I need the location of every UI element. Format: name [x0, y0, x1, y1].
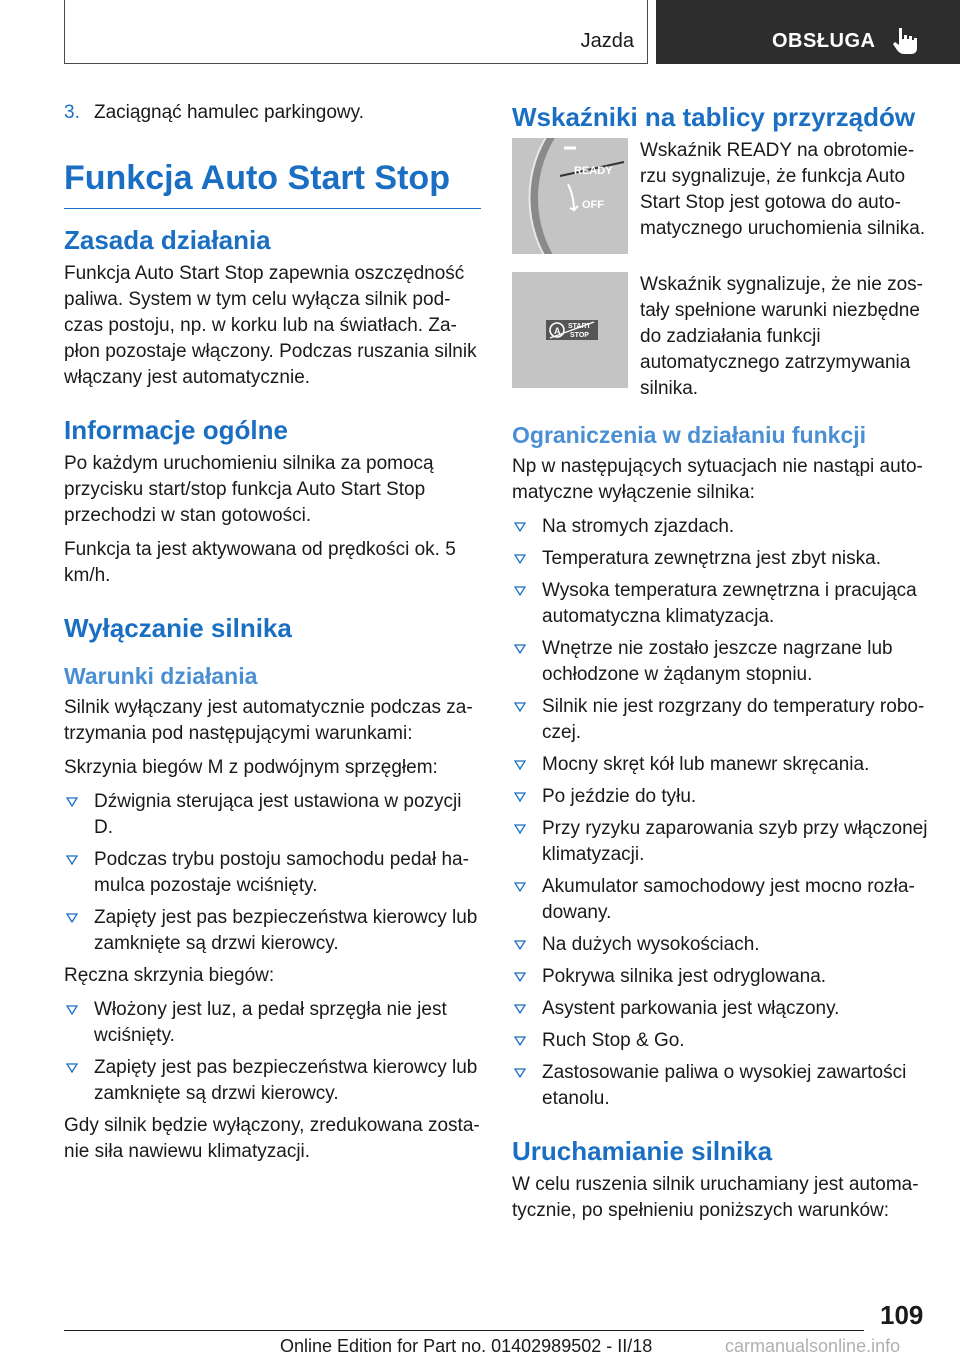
- start-stop-indicator-text: Wskaźnik sygnalizuje, że nie zostały spełnione warunki niezbędne do zadziałania funkcji automatycznego zatrzymywania silnika.: [640, 274, 923, 399]
- list-item-text: Zapięty jest pas bezpieczeństwa kierowcy lub zamknięte są drzwi kierowcy.: [94, 907, 478, 954]
- list-item-text: Temperatura zewnętrzna jest zbyt niska.: [542, 548, 881, 569]
- indicator-ready-row: [512, 138, 928, 254]
- page-number: 109: [880, 1300, 924, 1330]
- heading-warunki: Warunki działania: [64, 663, 258, 689]
- paragraph-ograniczenia: Np w następujących sytuacjach nie nastąpi automatyczne wyłączenie silnika:: [512, 456, 923, 503]
- header-tab-label: OBSŁUGA: [772, 30, 876, 52]
- step-item: [64, 100, 481, 126]
- paragraph-skrzynia-m: Skrzynia biegów M z podwójnym sprzęgłem:: [64, 757, 438, 778]
- list-item: [512, 784, 928, 810]
- list-item-text: Podczas trybu postoju samochodu pedał hamulca pozostaje wciśnięty.: [94, 849, 469, 896]
- header-frame: [64, 0, 648, 64]
- paragraph-info-1: Po każdym uruchomieniu silnika za pomocą przycisku start/stop funkcja Auto Start Stop przechodzi w stan gotowości.: [64, 453, 434, 526]
- triangle-bullet-icon: [66, 1005, 78, 1015]
- triangle-bullet-icon: [514, 522, 526, 532]
- list-item: [512, 996, 928, 1022]
- list-skrzynia-m: [64, 789, 481, 957]
- paragraph-info-2: Funkcja ta jest aktywowana od prędkości ok. 5 km/h.: [64, 539, 456, 586]
- left-column: [64, 100, 481, 1173]
- list-item-text: Przy ryzyku zaparowania szyb przy włączonej klimatyzacji.: [542, 818, 928, 865]
- ready-indicator-image: [512, 138, 628, 254]
- triangle-bullet-icon: [66, 913, 78, 923]
- triangle-bullet-icon: [514, 972, 526, 982]
- triangle-bullet-icon: [514, 792, 526, 802]
- triangle-bullet-icon: [514, 882, 526, 892]
- off-label: OFF: [582, 199, 604, 211]
- triangle-bullet-icon: [514, 644, 526, 654]
- list-item-text: Asystent parkowania jest włączony.: [542, 998, 840, 1019]
- svg-text:A: A: [554, 326, 561, 336]
- triangle-bullet-icon: [514, 940, 526, 950]
- stop-label: STOP: [570, 332, 589, 339]
- tachometer-icon: [512, 138, 628, 254]
- list-item: [512, 514, 928, 540]
- triangle-bullet-icon: [514, 1068, 526, 1078]
- paragraph-gdy: Gdy silnik będzie wyłączony, zredukowana zostanie siła nawiewu klimatyzacji.: [64, 1115, 480, 1162]
- step-text: Zaciągnąć hamulec parkingowy.: [94, 102, 365, 123]
- list-item: [512, 1028, 928, 1054]
- list-item: [512, 694, 928, 746]
- right-column: [512, 100, 928, 1232]
- list-item: [512, 964, 928, 990]
- footer-watermark: carmanualsonline.info: [725, 1336, 901, 1356]
- indicator-start-stop-row: [512, 272, 928, 402]
- page-title: Funkcja Auto Start Stop: [64, 156, 481, 209]
- list-item: [512, 1060, 928, 1112]
- footer-edition: Online Edition for Part no. 01402989502 - II/18: [280, 1336, 653, 1356]
- start-stop-indicator-image: [512, 272, 628, 388]
- triangle-bullet-icon: [514, 586, 526, 596]
- paragraph-reczna: Ręczna skrzynia biegów:: [64, 965, 275, 986]
- triangle-bullet-icon: [514, 1004, 526, 1014]
- triangle-bullet-icon: [66, 797, 78, 807]
- auto-start-stop-icon: [512, 272, 628, 388]
- heading-zasada: Zasada działania: [64, 225, 271, 255]
- ready-indicator-text: Wskaźnik READY na obrotomierzu sygnalizuje, że funkcja Auto Start Stop jest gotowa do automatycznego uruchomienia silnika.: [640, 140, 926, 239]
- list-item: [64, 997, 481, 1049]
- pointing-hand-icon: [890, 26, 920, 56]
- list-item: [64, 905, 481, 957]
- triangle-bullet-icon: [514, 824, 526, 834]
- triangle-bullet-icon: [514, 702, 526, 712]
- list-item-text: Na stromych zjazdach.: [542, 516, 735, 537]
- list-item-text: Po jeździe do tyłu.: [542, 786, 697, 807]
- list-item-text: Zapięty jest pas bezpieczeństwa kierowcy lub zamknięte są drzwi kierowcy.: [94, 1057, 478, 1104]
- list-item: [512, 932, 928, 958]
- list-item-text: Na dużych wysokościach.: [542, 934, 760, 955]
- list-reczna: [64, 997, 481, 1107]
- list-item: [64, 1055, 481, 1107]
- list-item-text: Mocny skręt kół lub manewr skręcania.: [542, 754, 870, 775]
- list-item-text: Dźwignia sterująca jest ustawiona w pozycji D.: [94, 791, 462, 838]
- heading-ograniczenia: Ograniczenia w działaniu funkcji: [512, 422, 867, 448]
- start-label: START: [568, 323, 591, 330]
- list-item: [512, 816, 928, 868]
- paragraph-uruchamianie: W celu ruszenia silnik uruchamiany jest automatycznie, po spełnieniu poniższych warunków:: [512, 1174, 919, 1221]
- list-item: [64, 847, 481, 899]
- list-item: [512, 874, 928, 926]
- header-section-label: Jazda: [580, 30, 634, 52]
- triangle-bullet-icon: [514, 554, 526, 564]
- list-item: [64, 789, 481, 841]
- footer-divider: [64, 1330, 864, 1331]
- list-item-text: Włożony jest luz, a pedał sprzęgła nie jest wciśnięty.: [94, 999, 447, 1046]
- list-item-text: Wnętrze nie zostało jeszcze nagrzane lub ochłodzone w żądanym stopniu.: [542, 638, 893, 685]
- list-item-text: Zastosowanie paliwa o wysokiej zawartości etanolu.: [542, 1062, 907, 1109]
- heading-informacje: Informacje ogólne: [64, 415, 288, 445]
- list-item: [512, 636, 928, 688]
- heading-wylaczanie: Wyłączanie silnika: [64, 613, 292, 643]
- heading-wskazniki: Wskaźniki na tablicy przyrządów: [512, 102, 916, 132]
- list-item-text: Ruch Stop & Go.: [542, 1030, 685, 1051]
- list-item: [512, 578, 928, 630]
- list-item-text: Wysoka temperatura zewnętrzna i pracująca automatyczna klimatyzacja.: [542, 580, 917, 627]
- triangle-bullet-icon: [514, 1036, 526, 1046]
- triangle-bullet-icon: [66, 855, 78, 865]
- heading-uruchamianie: Uruchamianie silnika: [512, 1136, 773, 1166]
- list-item-text: Akumulator samochodowy jest mocno rozładowany.: [542, 876, 915, 923]
- triangle-bullet-icon: [514, 760, 526, 770]
- list-ograniczenia: [512, 514, 928, 1112]
- list-item-text: Silnik nie jest rozgrzany do temperatury roboczej.: [542, 696, 925, 743]
- triangle-bullet-icon: [66, 1063, 78, 1073]
- step-number: 3.: [64, 102, 80, 123]
- ready-label: READY: [574, 165, 613, 177]
- paragraph-warunki: Silnik wyłączany jest automatycznie podczas zatrzymania pod następującymi warunkami:: [64, 697, 473, 744]
- paragraph-zasada: Funkcja Auto Start Stop zapewnia oszczędność paliwa. System w tym celu wyłącza silnik podczas postoju, np. w korku lub na światłach. Zapłon pozostaje włączony. Podczas ruszania silnik włączany jest automatycznie.: [64, 263, 477, 388]
- list-item-text: Pokrywa silnika jest odryglowana.: [542, 966, 827, 987]
- list-item: [512, 546, 928, 572]
- list-item: [512, 752, 928, 778]
